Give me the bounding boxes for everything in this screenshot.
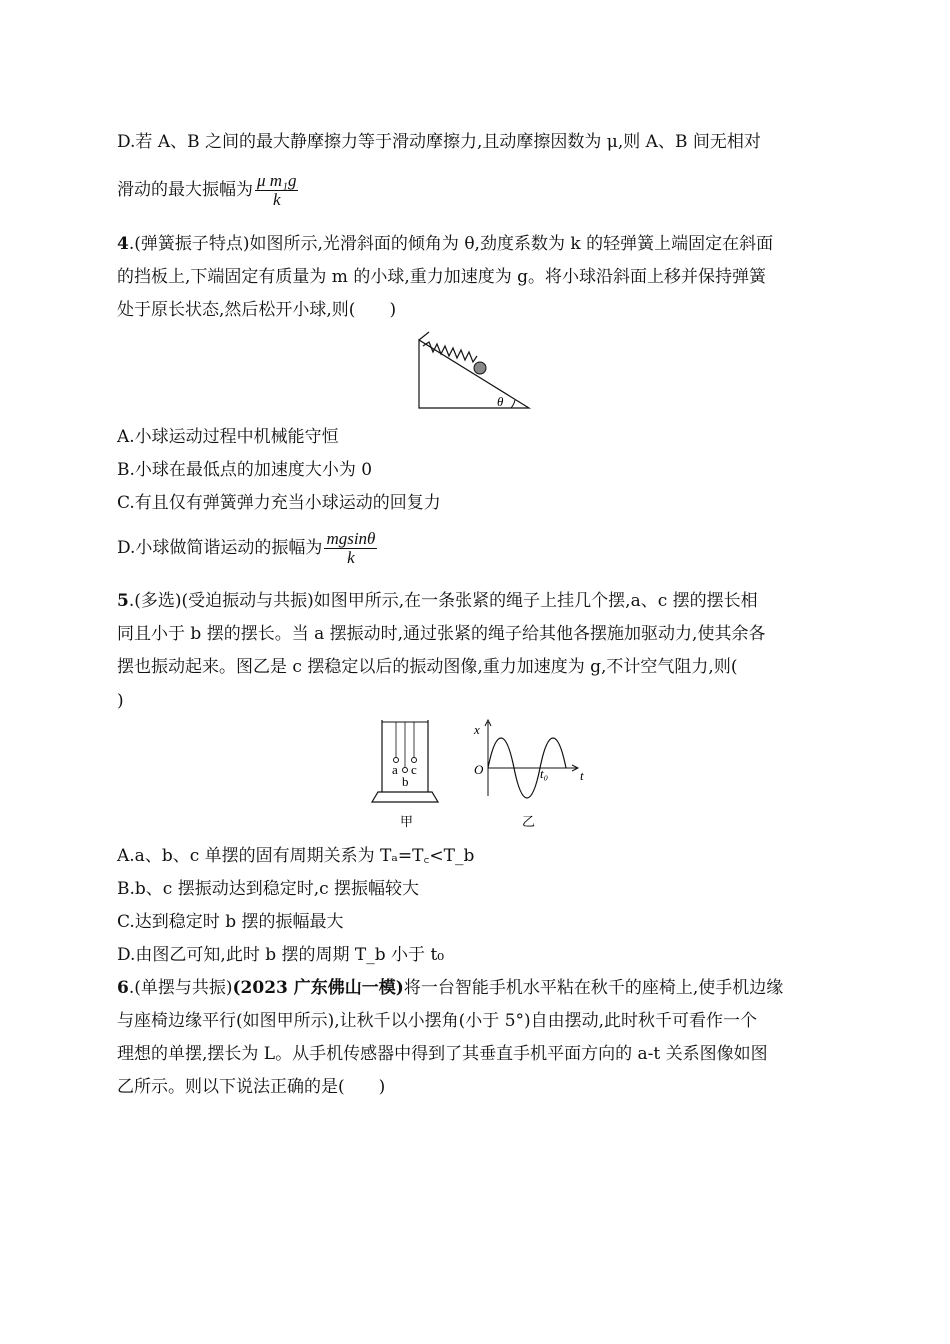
q4-option-d-fraction <box>324 530 377 567</box>
q5-option-a: A.a、b、c 单摆的固有周期关系为 Tₐ=T꜀<T_b <box>117 846 475 866</box>
q4-option-c: C.有且仅有弹簧弹力充当小球运动的回复力 <box>117 493 441 513</box>
q6-stem-line2: 与座椅边缘平行(如图甲所示),让秋千以小摆角(小于 5°)自由摆动,此时秋千可看作一个 <box>117 1011 758 1031</box>
q5-stem-text1: 如图甲所示,在一条张紧的绳子上挂几个摆,a、c 摆的摆长相 <box>313 591 758 611</box>
q5-option-b: B.b、c 摆振动达到稳定时,c 摆振幅较大 <box>117 879 420 899</box>
q5-tag: .(多选)(受迫振动与共振) <box>128 591 314 611</box>
q4-stem-text1: 如图所示,光滑斜面的倾角为 θ,劲度系数为 k 的轻弹簧上端固定在斜面 <box>249 234 774 254</box>
q6-number: 6 <box>117 978 129 998</box>
axis-x-label: x <box>474 722 480 737</box>
q5-figure-yi <box>470 716 590 832</box>
fraction-numerator: μ m₁g <box>257 171 297 190</box>
q3-option-d-prefix: 滑动的最大振幅为 <box>117 180 253 200</box>
q5-number: 5 <box>117 591 129 611</box>
caption-jia: 甲 <box>400 814 414 829</box>
fraction-numerator: mgsinθ <box>326 529 376 548</box>
q6-tag: .(单摆与共振) <box>128 978 233 998</box>
q6-stem-line4: 乙所示。则以下说法正确的是( ) <box>117 1077 386 1097</box>
q4-stem-line2: 的挡板上,下端固定有质量为 m 的小球,重力加速度为 g。将小球沿斜面上移并保持弹簧 <box>117 267 767 287</box>
q6-stem-line3: 理想的单摆,摆长为 L。从手机传感器中得到了其垂直手机平面方向的 a-t 关系图像如图 <box>117 1044 768 1064</box>
q3-option-d-fraction <box>255 172 298 209</box>
q5-stem-line2: 同且小于 b 摆的摆长。当 a 摆振动时,通过张紧的绳子给其他各摆施加驱动力,使其余各 <box>117 624 766 644</box>
q5-option-d: D.由图乙可知,此时 b 摆的周期 T_b 小于 t₀ <box>117 945 445 965</box>
q6-stem-line1 <box>117 977 783 999</box>
q4-stem-line3: 处于原长状态,然后松开小球,则( ) <box>117 300 397 320</box>
caption-yi: 乙 <box>522 814 536 829</box>
fraction-denominator: k <box>272 190 281 209</box>
q5-option-c: C.达到稳定时 b 摆的振幅最大 <box>117 912 344 932</box>
ball-icon <box>474 362 486 374</box>
q3-option-d-line2 <box>117 172 298 209</box>
fraction-denominator: k <box>347 548 355 567</box>
angle-label: θ <box>497 394 504 409</box>
origin-label: O <box>474 762 484 777</box>
q4-incline-figure <box>415 330 535 412</box>
t0-label: t₀ <box>540 766 549 781</box>
q4-number: 4 <box>117 234 129 254</box>
q5-figure-jia <box>368 716 448 832</box>
q4-stem-line1 <box>117 233 773 255</box>
axis-t-label: t <box>580 768 584 783</box>
label-c: c <box>411 762 417 777</box>
q4-option-a: A.小球运动过程中机械能守恒 <box>117 427 339 447</box>
q3-option-d-line1: D.若 A、B 之间的最大静摩擦力等于滑动摩擦力,且动摩擦因数为 μ,则 A、B 间无相对 <box>117 132 761 152</box>
q5-stem-line4: ) <box>117 691 124 711</box>
q6-stem-text1: 将一台智能手机水平粘在秋千的座椅上,使手机边缘 <box>403 978 784 998</box>
q5-stem-line1 <box>117 590 758 612</box>
q4-option-b: B.小球在最低点的加速度大小为 0 <box>117 460 373 480</box>
label-a: a <box>392 762 398 777</box>
q4-option-d <box>117 530 377 567</box>
q4-option-d-prefix: D.小球做简谐运动的振幅为 <box>117 538 323 558</box>
q6-source: (2023 广东佛山一模) <box>232 978 404 998</box>
pendulum-b-icon <box>403 768 408 773</box>
label-b: b <box>402 774 409 789</box>
q4-tag: .(弹簧振子特点) <box>128 234 250 254</box>
q5-stem-line3: 摆也振动起来。图乙是 c 摆稳定以后的振动图像,重力加速度为 g,不计空气阻力,则( <box>117 657 738 677</box>
